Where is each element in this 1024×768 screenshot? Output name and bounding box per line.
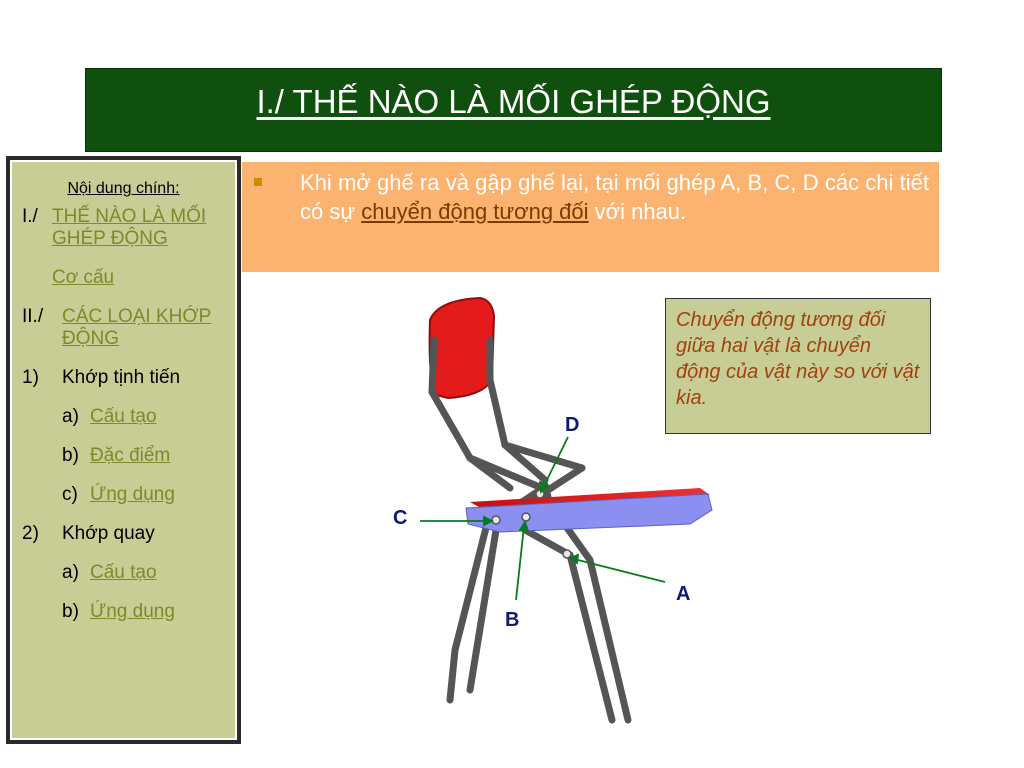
label-a: A: [676, 583, 691, 605]
sidebar-item-num: I./: [22, 206, 38, 227]
sidebar-item-link-ungdung[interactable]: Ứng dụng: [90, 484, 175, 505]
sidebar-item-link-cautao-2[interactable]: Cấu tạo: [90, 562, 157, 583]
sidebar-item-num: b): [62, 601, 79, 622]
page-title: I./ THẾ NÀO LÀ MỐI GHÉP ĐỘNG: [256, 83, 771, 120]
bullet-text-end: với nhau.: [594, 199, 687, 224]
sidebar-item-link-cautao[interactable]: Cấu tạo: [90, 406, 157, 427]
label-c: C: [393, 507, 408, 529]
sidebar-item-num: c): [62, 484, 78, 505]
sidebar-heading: Nội dung chính:: [67, 180, 180, 197]
sidebar-item-link-cacloai[interactable]: CÁC LOẠI KHỚP ĐỘNG: [62, 306, 212, 349]
bullet-link[interactable]: chuyển động tương đối: [361, 199, 589, 224]
definition-callout: Chuyển động tương đối giữa hai vật là chuyển động của vật này so với vật kia.: [665, 298, 931, 434]
sidebar-item-num: a): [62, 406, 79, 427]
sidebar-item-label: Khớp quay: [62, 523, 155, 544]
sidebar-item-link-ungdung-2[interactable]: Ứng dụng: [90, 601, 175, 622]
sidebar-item-link-thenao[interactable]: THẾ NÀO LÀ MỐI GHÉP ĐỘNG: [52, 206, 207, 249]
sidebar-item-link-cocau[interactable]: Cơ cấu: [52, 267, 115, 288]
sidebar-item-label: Khớp tịnh tiến: [62, 367, 181, 388]
label-d: D: [565, 414, 580, 436]
sidebar-item-num: 2): [22, 523, 39, 544]
sidebar-item-link-dacdiem[interactable]: Đặc điểm: [90, 445, 171, 466]
sidebar-item-num: b): [62, 445, 79, 466]
sidebar-item-num: II./: [22, 306, 44, 327]
label-b: B: [505, 609, 520, 631]
sidebar-item-num: 1): [22, 367, 39, 388]
sidebar-item-num: a): [62, 562, 79, 583]
chair-backrest: [430, 298, 494, 398]
bullet-text-start: Khi mở ghế ra và gập ghế lại, tại mối ghép A, B, C, D các chi tiết có sự: [300, 170, 929, 224]
